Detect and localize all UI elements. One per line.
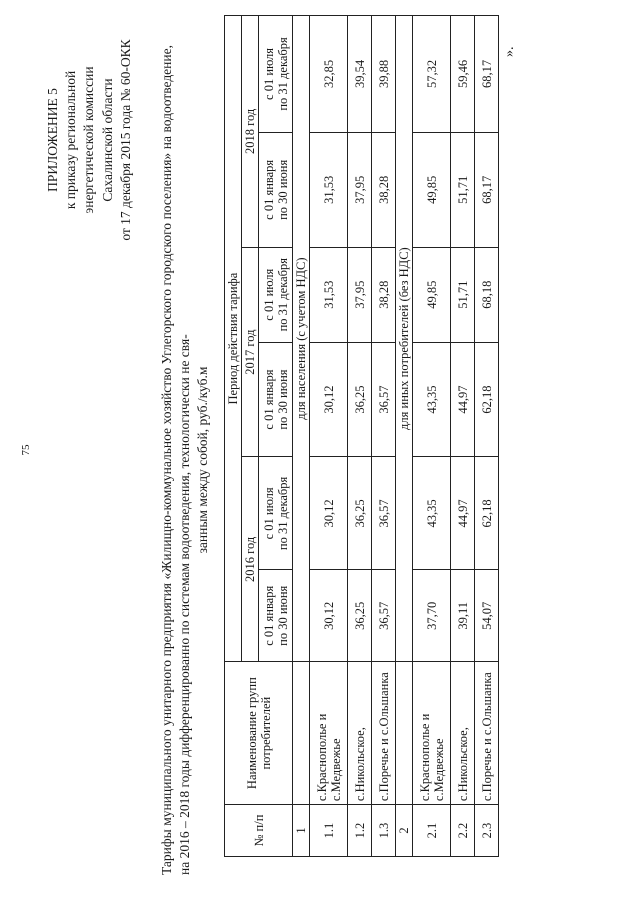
table-row (451, 16, 475, 857)
consumer-group-name: с.Никольское, (451, 662, 475, 805)
table-row (413, 16, 451, 857)
section-label: для населения (с учетом НДС) (293, 16, 310, 662)
section-number: 2 (396, 805, 413, 857)
header-year-2017: 2017 год (242, 247, 259, 457)
tariff-value: 44,97 (451, 342, 475, 457)
tariff-value: 57,32 (413, 16, 451, 133)
tariff-value: 68,18 (475, 247, 499, 342)
appendix-line-date: от 17 декабря 2015 года № 60-ОКК (117, 39, 133, 241)
section-number: 1 (293, 805, 310, 857)
tariff-value: 68,17 (475, 16, 499, 133)
row-number: 2.1 (413, 805, 451, 857)
header-name: Наименование групп потребителей (225, 662, 293, 805)
tariff-value: 51,71 (451, 247, 475, 342)
row-number: 1.2 (348, 805, 372, 857)
tariff-value: 44,97 (451, 457, 475, 570)
section-name-blank (293, 662, 310, 805)
consumer-group-name: с.Поречье и с.Ольшанка (372, 662, 396, 805)
header-2018-jul: с 01 июля по 31 декабря (259, 16, 293, 133)
header-2017-jan: с 01 января по 30 июня (259, 342, 293, 457)
tariff-table (224, 15, 499, 857)
tariff-value: 43,35 (413, 342, 451, 457)
consumer-group-name: с.Никольское, (348, 662, 372, 805)
tariff-value: 68,17 (475, 132, 499, 247)
row-number: 1.1 (310, 805, 348, 857)
header-2018-jan: с 01 января по 30 июня (259, 132, 293, 247)
header-year-2018: 2018 год (242, 16, 259, 248)
tariff-value: 31,53 (310, 247, 348, 342)
header-2017-jul: с 01 июля по 31 декабря (259, 247, 293, 342)
appendix-line-region: Сахалинской области (99, 78, 115, 202)
consumer-group-name: с.Краснополье и с.Медвежье (310, 662, 348, 805)
section-row (293, 16, 310, 857)
tariff-value: 49,85 (413, 132, 451, 247)
tariff-value: 54,07 (475, 570, 499, 662)
tariff-value: 38,28 (372, 132, 396, 247)
table-row (372, 16, 396, 857)
tariff-value: 37,95 (348, 247, 372, 342)
appendix-line-order: к приказу региональной (63, 70, 79, 210)
tariff-value: 30,12 (310, 342, 348, 457)
tariff-value: 30,12 (310, 457, 348, 570)
row-number: 2.3 (475, 805, 499, 857)
header-2016-jan: с 01 января по 30 июня (259, 570, 293, 662)
tariff-value: 31,53 (310, 132, 348, 247)
table-row (475, 16, 499, 857)
tariff-value: 62,18 (475, 342, 499, 457)
tariff-value: 39,88 (372, 16, 396, 133)
appendix-line-commission: энергетической комиссии (81, 66, 97, 214)
tariff-value: 30,12 (310, 570, 348, 662)
tariff-value: 36,57 (372, 457, 396, 570)
tariff-value: 36,25 (348, 457, 372, 570)
tariff-value: 36,57 (372, 570, 396, 662)
consumer-group-name: с.Краснополье и с.Медвежье (413, 662, 451, 805)
consumer-group-name: с.Поречье и с.Ольшанка (475, 662, 499, 805)
section-label: для иных потребителей (без НДС) (396, 16, 413, 662)
row-number: 1.3 (372, 805, 396, 857)
tariff-value: 43,35 (413, 457, 451, 570)
tariff-value: 36,57 (372, 342, 396, 457)
tariff-value: 49,85 (413, 247, 451, 342)
tariff-value: 62,18 (475, 457, 499, 570)
table-row (310, 16, 348, 857)
section-row (396, 16, 413, 857)
tariff-value: 59,46 (451, 16, 475, 133)
tariff-value: 38,28 (372, 247, 396, 342)
closing-quote: ». (502, 46, 517, 57)
tariff-value: 39,11 (451, 570, 475, 662)
tariff-value: 51,71 (451, 132, 475, 247)
header-2016-jul: с 01 июля по 31 декабря (259, 457, 293, 570)
table-row (348, 16, 372, 857)
header-year-2016: 2016 год (242, 457, 259, 662)
page-number: 75 (20, 444, 32, 456)
tariff-value: 36,25 (348, 570, 372, 662)
tariff-value: 36,25 (348, 342, 372, 457)
title-main: Тарифы муниципального унитарного предприятия «Жилищно-коммунальное хозяйство Углегорского городского поселения» на водоотведение, на 2016 – 2018 годы дифференцированно по системам водоотведения, технологически не свя- (159, 45, 192, 875)
title-last-line: занным между собой, руб./куб.м (195, 366, 210, 554)
header-num: № п/п (225, 805, 293, 857)
appendix-header (44, 15, 135, 265)
tariff-value: 37,95 (348, 132, 372, 247)
row-number: 2.2 (451, 805, 475, 857)
tariff-value: 37,70 (413, 570, 451, 662)
document-title (158, 45, 212, 875)
section-name-blank (396, 662, 413, 805)
tariff-value: 32,85 (310, 16, 348, 133)
appendix-title: ПРИЛОЖЕНИЕ 5 (45, 88, 60, 192)
header-period: Период действия тарифа (225, 16, 242, 662)
tariff-value: 39,54 (348, 16, 372, 133)
